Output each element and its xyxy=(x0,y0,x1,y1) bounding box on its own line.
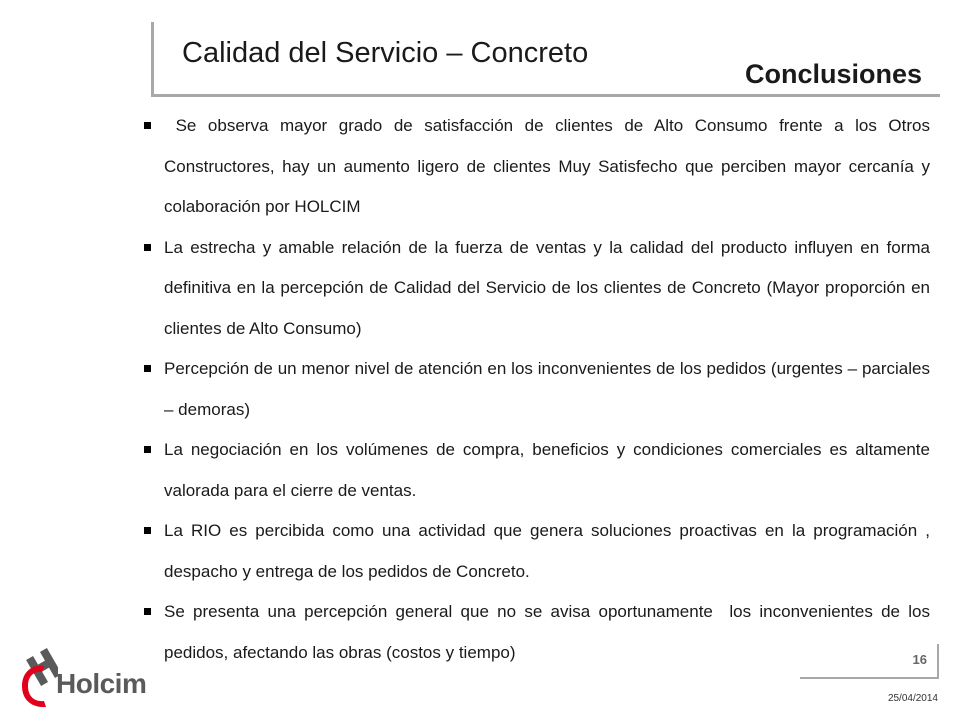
bullet-text: Percepción de un menor nivel de atención en los inconvenientes de los pedidos (urgentes – parciales – demoras) xyxy=(164,359,930,419)
slide-subtitle: Conclusiones xyxy=(744,59,922,89)
slide-date: 25/04/2014 xyxy=(887,693,938,704)
page-number: 16 xyxy=(912,652,927,667)
bullet-list xyxy=(138,106,935,673)
page-number-vertical-line xyxy=(937,644,939,679)
holcim-logo xyxy=(18,648,147,712)
bullet-item xyxy=(138,106,935,228)
bullet-item xyxy=(138,430,930,511)
square-bullet-icon xyxy=(144,244,151,251)
slide-title: Calidad del Servicio – Concreto xyxy=(182,37,589,69)
bullet-item xyxy=(138,228,930,350)
bullet-text: Se observa mayor grado de satisfacción de clientes de Alto Consumo frente a los Otros Constructores, hay un aumento ligero de clientes Muy Satisfecho que perciben mayor cercanía y colaboración por HOLCIM xyxy=(164,116,935,216)
holcim-h-mark-icon xyxy=(18,648,58,708)
square-bullet-icon xyxy=(144,365,151,372)
bullet-item xyxy=(138,592,935,673)
header-frame-horizontal-line xyxy=(151,94,940,97)
bullet-content xyxy=(138,106,935,673)
square-bullet-icon xyxy=(144,122,151,129)
square-bullet-icon xyxy=(144,527,151,534)
bullet-text: La negociación en los volúmenes de compra, beneficios y condiciones comerciales es altamente valorada para el cierre de ventas. xyxy=(164,440,930,500)
holcim-logo-text: Holcim xyxy=(56,668,147,699)
bullet-text: La RIO es percibida como una actividad que genera soluciones proactivas en la programación , despacho y entrega de los pedidos de Concreto. xyxy=(164,521,930,581)
bullet-text: La estrecha y amable relación de la fuerza de ventas y la calidad del producto influyen en forma definitiva en la percepción de Calidad del Servicio de los clientes de Concreto (Mayor proporción en clientes de Alto Consumo) xyxy=(164,237,930,338)
square-bullet-icon xyxy=(144,446,151,453)
bullet-item xyxy=(138,511,930,592)
page-number-horizontal-line xyxy=(800,677,939,679)
square-bullet-icon xyxy=(144,608,151,615)
bullet-item xyxy=(138,349,930,430)
header-frame-vertical-line xyxy=(151,22,154,96)
bullet-text: Se presenta una percepción general que no se avisa oportunamente los inconvenientes de los pedidos, afectando las obras (costos y tiempo) xyxy=(164,602,935,662)
